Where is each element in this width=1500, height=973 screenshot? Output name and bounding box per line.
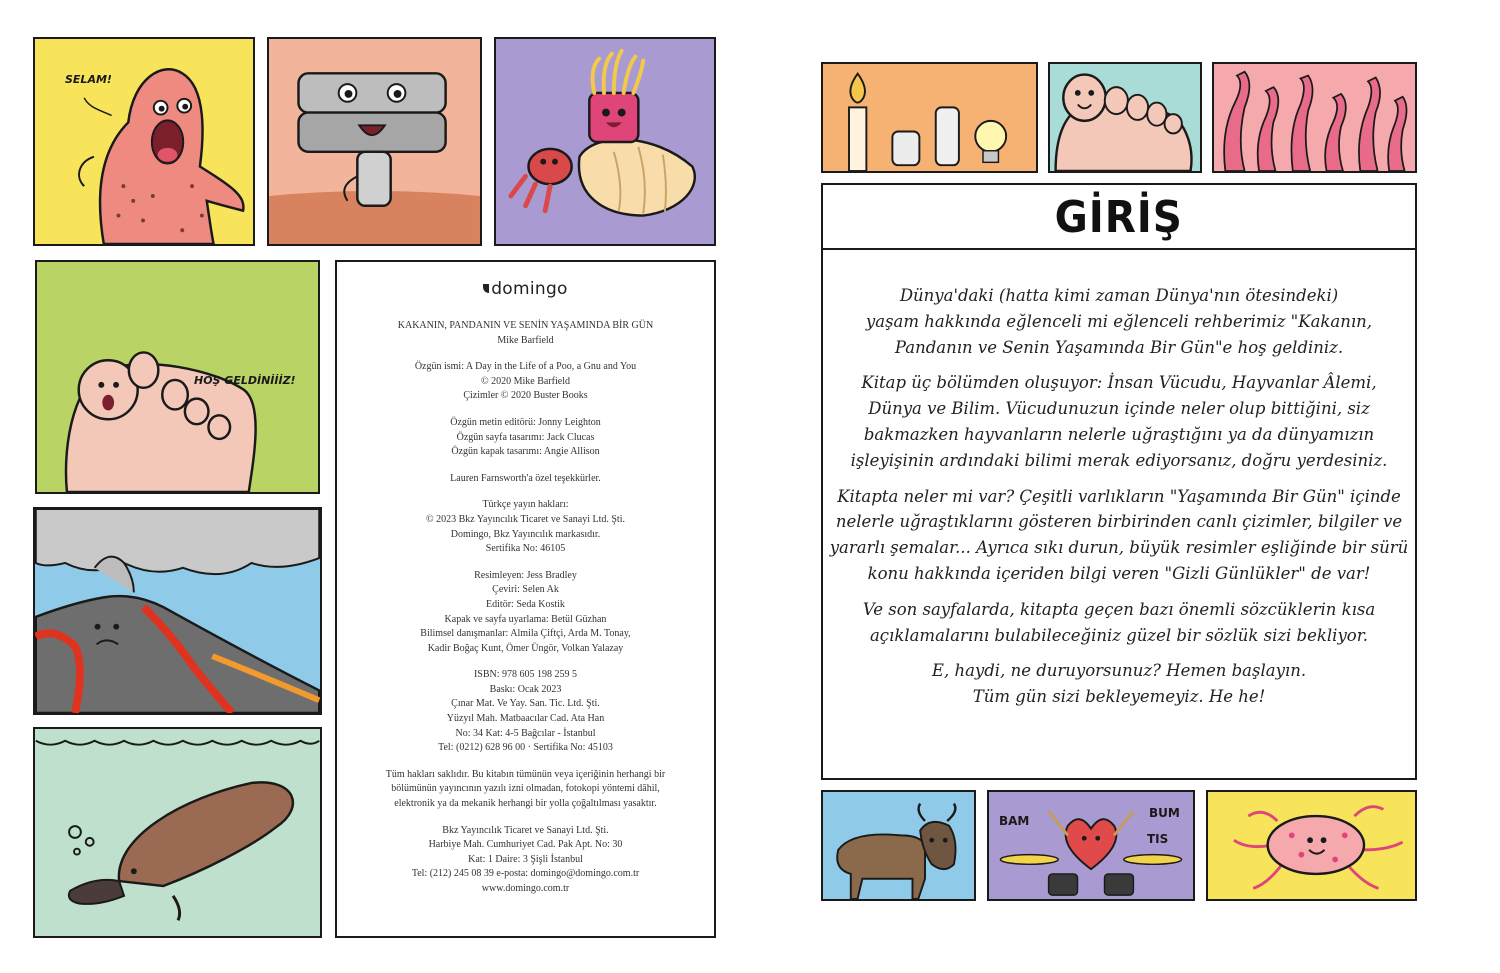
gnu-illustration: [823, 792, 974, 899]
text-line: www.domingo.com.tr: [481, 883, 570, 894]
credits: [337, 569, 714, 657]
text-line: Özgün sayfa tasarımı: Jack Clucas: [456, 431, 595, 443]
text-line: Tel: (212) 245 08 39 e-posta: domingo@domingo.com.tr: [411, 868, 640, 880]
intro-paragraph: [823, 370, 1415, 473]
panel-bacterium: [1206, 790, 1417, 901]
intro-paragraph: [823, 658, 1415, 710]
text-line: Yüzyıl Mah. Matbaacılar Cad. Ata Han: [446, 713, 605, 725]
publisher-logo: [337, 279, 714, 299]
rights-info: [337, 498, 714, 556]
book-author: Mike Barfield: [497, 334, 554, 346]
text-line: Ve son sayfalarda, kitapta geçen bazı önemli sözcüklerin kısa: [862, 599, 1376, 619]
text-line: ISBN: 978 605 198 259 5: [473, 669, 578, 681]
volcano-illustration: [35, 509, 320, 713]
text-line: Tüm gün sizi bekleyemeyiz. He he!: [972, 687, 1266, 707]
thanks: [337, 472, 714, 487]
candle-bulbs-illustration: [823, 64, 1036, 171]
text-line: Baskı: Ocak 2023: [489, 683, 562, 695]
text-line: Çizimler © 2020 Buster Books: [463, 390, 588, 402]
panel-volcano: [33, 507, 322, 715]
text-line: Sertifika No: 46105: [485, 543, 566, 555]
title-box: [821, 183, 1417, 251]
text-line: elektronik ya da mekanik herhangi bir yolla çoğaltılması yasaktır.: [394, 798, 657, 810]
panel-gnu: [821, 790, 976, 901]
text-line: bölümünün yayıncının yazılı izni olmadan, fotokopi yöntemi dâhil,: [391, 783, 660, 795]
platypus-illustration: [35, 729, 320, 936]
text-line: No: 34 Kat: 4-5 Bağcılar - İstanbul: [455, 727, 596, 739]
text-line: Dünya'daki (hatta kimi zaman Dünya'nın ötesindeki): [899, 286, 1339, 305]
starfish-bubble: SELAM!: [65, 73, 112, 86]
text-line: Çeviri: Selen Ak: [492, 584, 559, 596]
text-line: Harbiye Mah. Cumhuriyet Cad. Pak Apt. No: 30: [428, 839, 623, 851]
text-line: Kitap üç bölümden oluşuyor: İnsan Vücudu, Hayvanlar Âlemi,: [861, 373, 1377, 393]
text-line: Bkz Yayıncılık Ticaret ve Sanayi Ltd. Şti.: [442, 824, 609, 836]
text-line: Kitapta neler mi var? Çeşitli varlıkların "Yaşamında Bir Gün" içinde: [837, 486, 1401, 506]
text-line: işleyişinin ardındaki bilimi merak ediyorsanız, doğru yerdesiniz.: [850, 450, 1388, 470]
text-line: Türkçe yayın hakları:: [482, 499, 569, 511]
text-line: Kat: 1 Daire: 3 Şişli İstanbul: [468, 853, 583, 865]
logo-text: domingo: [491, 279, 568, 299]
intro-paragraph: [823, 283, 1415, 360]
text-line: Dünya ve Bilim. Vücudunuzun içinde neler olup bittiğini, siz: [868, 399, 1370, 419]
foot-bubble: HOŞ GELDİNİİİZ!: [194, 374, 296, 387]
book-title: KAKANIN, PANDANIN VE SENİN YAŞAMINDA BİR GÜN: [397, 320, 654, 331]
original-staff: [337, 416, 714, 460]
text-line: bakmazken hayvanların nelerle uğraştığını ya da dünyamızın: [863, 424, 1375, 444]
text-line: © 2020 Mike Barfield: [481, 375, 570, 387]
text-line: Bilimsel danışmanlar: Almila Çiftçi, Arda M. Tonay,: [420, 628, 631, 640]
text-line: konu hakkında içeriden bilgi veren "Gizli Günlükler" de var!: [867, 563, 1371, 583]
print-info: [337, 668, 714, 756]
drum-sound-tis: TIS: [1147, 832, 1169, 846]
panel-candle-bulbs: [821, 62, 1038, 173]
text-line: Özgün metin editörü: Jonny Leighton: [450, 416, 601, 428]
text-line: Domingo, Bkz Yayıncılık markasıdır.: [450, 528, 601, 540]
text-line: yararlı şemalar... Ayrıca sıkı durun, büyük resimler eşliğinde bir sürü: [829, 538, 1409, 558]
intro-paragraph: [823, 597, 1415, 649]
text-line: © 2023 Bkz Yayıncılık Ticaret ve Sanayi Ltd. Şti.: [426, 513, 625, 525]
hermit-crab-illustration: [496, 39, 714, 244]
publisher-address: [337, 824, 714, 897]
vacuum-illustration: [269, 39, 480, 244]
starfish-illustration: [35, 39, 253, 244]
panel-vacuum: [267, 37, 482, 246]
intro-box: [821, 248, 1417, 780]
panel-toes: [1048, 62, 1202, 173]
text-line: Lauren Farnsworth'a özel teşekkürler.: [450, 472, 601, 484]
toes-illustration: [1050, 64, 1200, 171]
panel-heart-drummer: [987, 790, 1195, 901]
panel-starfish: [33, 37, 255, 246]
text-line: Resimleyen: Jess Bradley: [474, 569, 577, 581]
flamingos-illustration: [1214, 64, 1415, 171]
text-line: Çınar Mat. Ve Yay. San. Tic. Ltd. Şti.: [451, 698, 600, 710]
logo-mark-icon: [483, 284, 489, 293]
panel-hermit-crab: [494, 37, 716, 246]
text-line: Tel: (0212) 628 96 00 · Sertifika No: 45103: [438, 742, 613, 754]
text-line: nelerle uğraştıklarını gösteren birbirinden canlı çizimler, bilgiler ve: [835, 512, 1403, 532]
text-line: açıklamalarını bulabileceğiniz güzel bir sözlük sizi bekliyor.: [869, 625, 1369, 645]
text-line: Kadir Boğaç Kunt, Ömer Üngör, Volkan Yalazay: [427, 642, 624, 654]
text-line: Tüm hakları saklıdır. Bu kitabın tümünün veya içeriğinin herhangi bir: [385, 768, 666, 780]
text-line: Kapak ve sayfa uyarlama: Betül Güzhan: [444, 613, 607, 625]
panel-flamingos: [1212, 62, 1417, 173]
text-line: E, haydi, ne duruyorsunuz? Hemen başlayın.: [931, 661, 1307, 681]
intro-paragraph: [823, 484, 1415, 587]
text-line: Özgün ismi: A Day in the Life of a Poo, a Gnu and You: [414, 361, 637, 373]
panel-platypus: [33, 727, 322, 938]
legal-notice: [337, 768, 714, 812]
imprint-panel: [335, 260, 716, 938]
text-line: Pandanın ve Senin Yaşamında Bir Gün"e hoş geldiniz.: [894, 337, 1344, 357]
page-title: GİRİŞ: [1054, 191, 1184, 243]
drum-sound-bam: BAM: [999, 814, 1030, 828]
panel-foot: [35, 260, 320, 494]
drum-sound-bum: BUM: [1149, 806, 1180, 820]
book-info: [337, 319, 714, 348]
bacterium-illustration: [1208, 792, 1415, 899]
text-line: yaşam hakkında eğlenceli mi eğlenceli rehberimiz "Kakanın,: [865, 311, 1373, 331]
text-line: Editör: Seda Kostik: [486, 598, 565, 610]
original-info: [337, 360, 714, 404]
text-line: Özgün kapak tasarımı: Angie Allison: [451, 446, 600, 458]
